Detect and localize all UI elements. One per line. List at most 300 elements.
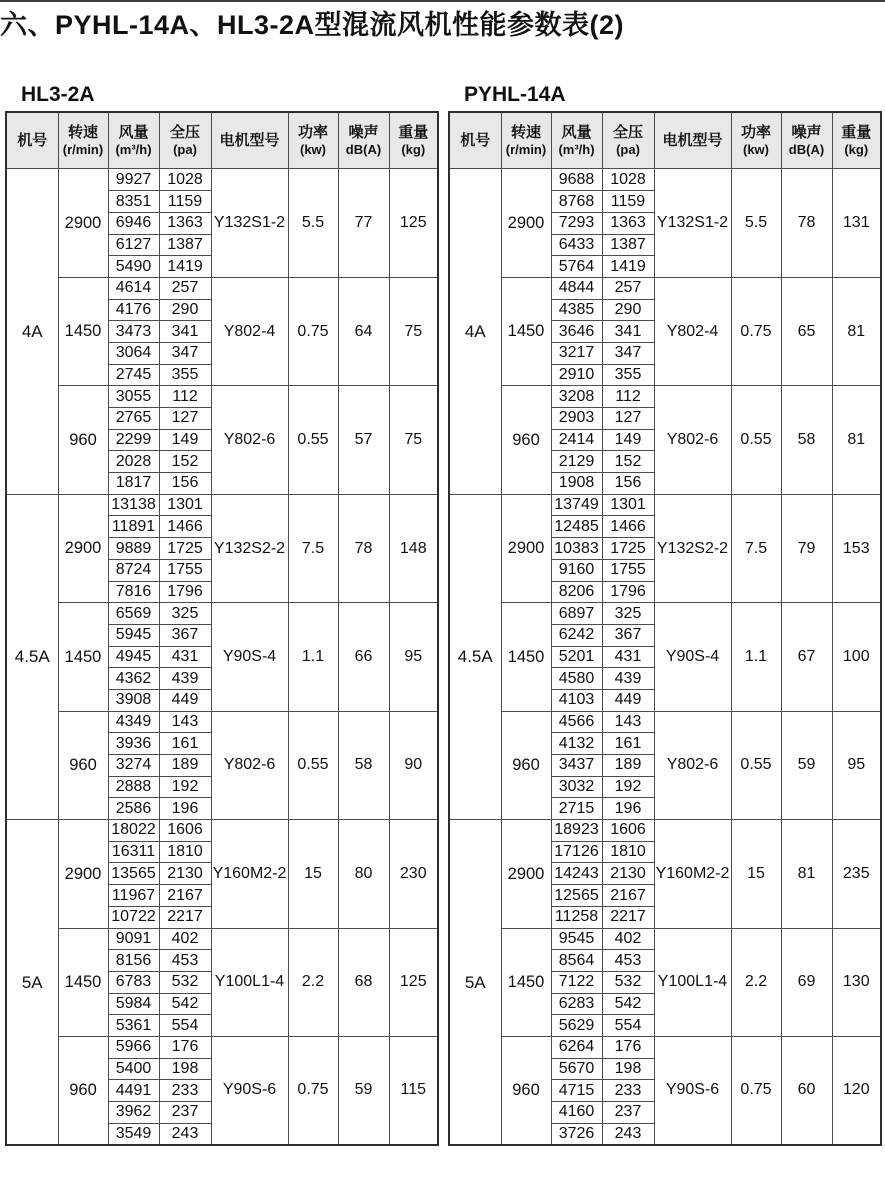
power-cell: 0.55 [731,711,781,819]
airflow-cell: 6242 [551,624,602,646]
weight-cell: 75 [389,277,438,385]
table-row [449,494,881,516]
airflow-cell: 3055 [108,386,159,408]
pressure-cell: 233 [159,1080,211,1102]
pressure-cell: 2167 [602,885,654,907]
weight-cell: 153 [832,494,881,602]
speed-cell: 1450 [58,277,108,385]
table-row [6,928,438,950]
motor-cell: Y100L1-4 [654,928,731,1036]
pressure-cell: 355 [159,364,211,386]
page-title: 六、PYHL-14A、HL3-2A型混流风机性能参数表(2) [0,10,625,40]
noise-cell: 80 [338,820,389,928]
pressure-cell: 1419 [159,256,211,278]
pressure-cell: 453 [159,950,211,972]
pressure-cell: 237 [159,1102,211,1124]
noise-cell: 60 [781,1036,832,1144]
model-cell: 4.5A [6,494,58,819]
noise-cell: 77 [338,169,389,277]
pressure-cell: 1810 [602,841,654,863]
tables-container [5,83,885,1146]
column-header-6: 噪声 dB(A) [338,112,389,169]
pressure-cell: 1363 [602,212,654,234]
table-row [449,603,881,625]
airflow-cell: 12485 [551,516,602,538]
motor-cell: Y802-6 [654,711,731,819]
column-header-0: 机号 [6,112,58,169]
pressure-cell: 2130 [602,863,654,885]
speed-cell: 1450 [58,928,108,1036]
motor-cell: Y802-6 [211,711,288,819]
speed-cell: 960 [501,1036,551,1144]
airflow-cell: 1817 [108,473,159,495]
pressure-cell: 149 [602,429,654,451]
speed-cell: 2900 [501,820,551,928]
airflow-cell: 7293 [551,212,602,234]
pressure-cell: 367 [159,624,211,646]
weight-cell: 130 [832,928,881,1036]
airflow-cell: 4715 [551,1080,602,1102]
airflow-cell: 3032 [551,776,602,798]
pressure-cell: 189 [159,755,211,777]
noise-cell: 78 [338,494,389,602]
pressure-cell: 257 [602,277,654,299]
pressure-cell: 532 [602,971,654,993]
airflow-cell: 14243 [551,863,602,885]
column-header-6: 噪声 dB(A) [781,112,832,169]
motor-cell: Y160M2-2 [211,820,288,928]
model-cell: 5A [449,820,501,1145]
motor-cell: Y132S2-2 [211,494,288,602]
pressure-cell: 1725 [602,538,654,560]
speed-cell: 2900 [58,494,108,602]
airflow-cell: 2910 [551,364,602,386]
airflow-cell: 5984 [108,993,159,1015]
airflow-cell: 13565 [108,863,159,885]
pressure-cell: 341 [602,321,654,343]
airflow-cell: 9688 [551,169,602,191]
airflow-cell: 11891 [108,516,159,538]
airflow-cell: 2129 [551,451,602,473]
motor-cell: Y90S-6 [654,1036,731,1144]
pressure-cell: 1301 [159,494,211,516]
column-header-4: 电机型号 [211,112,288,169]
power-cell: 0.75 [288,1036,338,1144]
pressure-cell: 1606 [602,820,654,842]
column-header-5: 功率 (kw) [288,112,338,169]
airflow-cell: 4362 [108,668,159,690]
pressure-cell: 196 [602,798,654,820]
pressure-cell: 156 [159,473,211,495]
airflow-cell: 2903 [551,408,602,430]
speed-cell: 960 [58,1036,108,1144]
pressure-cell: 143 [159,711,211,733]
airflow-cell: 5629 [551,1015,602,1037]
airflow-cell: 5201 [551,646,602,668]
pressure-cell: 554 [602,1015,654,1037]
pressure-cell: 1466 [602,516,654,538]
airflow-cell: 13749 [551,494,602,516]
motor-cell: Y100L1-4 [211,928,288,1036]
pressure-cell: 290 [602,299,654,321]
weight-cell: 131 [832,169,881,277]
pressure-cell: 161 [159,733,211,755]
motor-cell: Y802-4 [654,277,731,385]
speed-cell: 960 [501,386,551,494]
pressure-cell: 196 [159,798,211,820]
noise-cell: 59 [781,711,832,819]
power-cell: 2.2 [731,928,781,1036]
airflow-cell: 11967 [108,885,159,907]
weight-cell: 75 [389,386,438,494]
weight-cell: 115 [389,1036,438,1144]
pressure-cell: 449 [602,689,654,711]
pressure-cell: 1466 [159,516,211,538]
noise-cell: 59 [338,1036,389,1144]
airflow-cell: 9927 [108,169,159,191]
table-body [449,169,881,1145]
pressure-cell: 127 [602,408,654,430]
pressure-cell: 1755 [602,559,654,581]
pressure-cell: 1028 [602,169,654,191]
table-header [6,112,438,169]
table-row [6,169,438,191]
pressure-cell: 439 [602,668,654,690]
airflow-cell: 8351 [108,191,159,213]
speed-cell: 1450 [501,603,551,711]
pressure-cell: 243 [602,1123,654,1145]
pressure-cell: 1725 [159,538,211,560]
noise-cell: 57 [338,386,389,494]
pressure-cell: 152 [159,451,211,473]
airflow-cell: 4160 [551,1102,602,1124]
pressure-cell: 1363 [159,212,211,234]
pressure-cell: 325 [602,603,654,625]
pressure-cell: 2217 [159,906,211,928]
airflow-cell: 8564 [551,950,602,972]
table-row [6,603,438,625]
column-header-7: 重量 (kg) [389,112,438,169]
airflow-cell: 18923 [551,820,602,842]
motor-cell: Y802-6 [211,386,288,494]
airflow-cell: 3936 [108,733,159,755]
pressure-cell: 1387 [602,234,654,256]
motor-cell: Y90S-4 [211,603,288,711]
airflow-cell: 3908 [108,689,159,711]
power-cell: 2.2 [288,928,338,1036]
table-row [449,277,881,299]
pressure-cell: 402 [159,928,211,950]
table-body [6,169,438,1145]
airflow-cell: 5764 [551,256,602,278]
noise-cell: 79 [781,494,832,602]
airflow-cell: 4491 [108,1080,159,1102]
model-cell: 4.5A [449,494,501,819]
pressure-cell: 1301 [602,494,654,516]
pressure-cell: 1755 [159,559,211,581]
airflow-cell: 5361 [108,1015,159,1037]
power-cell: 1.1 [288,603,338,711]
noise-cell: 68 [338,928,389,1036]
column-header-3: 全压 (pa) [159,112,211,169]
pressure-cell: 189 [602,755,654,777]
airflow-cell: 3208 [551,386,602,408]
power-cell: 0.75 [731,277,781,385]
airflow-cell: 8768 [551,191,602,213]
weight-cell: 95 [832,711,881,819]
pressure-cell: 176 [602,1036,654,1058]
pressure-cell: 542 [159,993,211,1015]
table-row [449,386,881,408]
airflow-cell: 2715 [551,798,602,820]
column-header-1: 转速 (r/min) [501,112,551,169]
airflow-cell: 5490 [108,256,159,278]
table-section-pyhl-14a [448,83,880,1146]
airflow-cell: 8156 [108,950,159,972]
pressure-cell: 439 [159,668,211,690]
weight-cell: 81 [832,386,881,494]
airflow-cell: 5945 [108,624,159,646]
pressure-cell: 198 [159,1058,211,1080]
noise-cell: 78 [781,169,832,277]
noise-cell: 66 [338,603,389,711]
noise-cell: 69 [781,928,832,1036]
airflow-cell: 2745 [108,364,159,386]
motor-cell: Y90S-4 [654,603,731,711]
pressure-cell: 341 [159,321,211,343]
airflow-cell: 3549 [108,1123,159,1145]
table-row [6,820,438,842]
speed-cell: 2900 [501,169,551,277]
pressure-cell: 1606 [159,820,211,842]
table-row [6,711,438,733]
airflow-cell: 4566 [551,711,602,733]
airflow-cell: 2586 [108,798,159,820]
performance-table-pyhl-14a [448,111,882,1145]
pressure-cell: 290 [159,299,211,321]
airflow-cell: 8724 [108,559,159,581]
airflow-cell: 5400 [108,1058,159,1080]
column-header-4: 电机型号 [654,112,731,169]
power-cell: 7.5 [288,494,338,602]
pressure-cell: 161 [602,733,654,755]
airflow-cell: 3064 [108,342,159,364]
table-label-pyhl-14a: PYHL-14A [464,83,566,107]
pressure-cell: 1810 [159,841,211,863]
weight-cell: 125 [389,169,438,277]
pressure-cell: 453 [602,950,654,972]
pressure-cell: 198 [602,1058,654,1080]
pressure-cell: 2167 [159,885,211,907]
airflow-cell: 4844 [551,277,602,299]
airflow-cell: 4176 [108,299,159,321]
airflow-cell: 16311 [108,841,159,863]
airflow-cell: 4945 [108,646,159,668]
power-cell: 15 [288,820,338,928]
speed-cell: 2900 [501,494,551,602]
airflow-cell: 3726 [551,1123,602,1145]
weight-cell: 95 [389,603,438,711]
weight-cell: 100 [832,603,881,711]
pressure-cell: 1419 [602,256,654,278]
table-section-hl3-2a [5,83,437,1146]
pressure-cell: 1387 [159,234,211,256]
airflow-cell: 2414 [551,429,602,451]
column-header-3: 全压 (pa) [602,112,654,169]
speed-cell: 960 [58,711,108,819]
weight-cell: 148 [389,494,438,602]
pressure-cell: 233 [602,1080,654,1102]
airflow-cell: 6127 [108,234,159,256]
pressure-cell: 554 [159,1015,211,1037]
power-cell: 0.55 [288,386,338,494]
weight-cell: 90 [389,711,438,819]
pressure-cell: 355 [602,364,654,386]
speed-cell: 1450 [501,928,551,1036]
table-row [6,386,438,408]
motor-cell: Y160M2-2 [654,820,731,928]
pressure-cell: 449 [159,689,211,711]
pressure-cell: 347 [602,342,654,364]
airflow-cell: 13138 [108,494,159,516]
table-header [449,112,881,169]
noise-cell: 64 [338,277,389,385]
noise-cell: 58 [781,386,832,494]
airflow-cell: 6433 [551,234,602,256]
airflow-cell: 1908 [551,473,602,495]
column-header-1: 转速 (r/min) [58,112,108,169]
pressure-cell: 542 [602,993,654,1015]
model-cell: 5A [6,820,58,1145]
column-header-0: 机号 [449,112,501,169]
table-row [449,1036,881,1058]
airflow-cell: 2765 [108,408,159,430]
power-cell: 1.1 [731,603,781,711]
airflow-cell: 4580 [551,668,602,690]
weight-cell: 230 [389,820,438,928]
pressure-cell: 431 [602,646,654,668]
column-header-7: 重量 (kg) [832,112,881,169]
airflow-cell: 6264 [551,1036,602,1058]
power-cell: 5.5 [288,169,338,277]
airflow-cell: 4349 [108,711,159,733]
airflow-cell: 9160 [551,559,602,581]
airflow-cell: 11258 [551,906,602,928]
power-cell: 7.5 [731,494,781,602]
pressure-cell: 1796 [602,581,654,603]
airflow-cell: 3962 [108,1102,159,1124]
pressure-cell: 176 [159,1036,211,1058]
pressure-cell: 367 [602,624,654,646]
pressure-cell: 192 [602,776,654,798]
airflow-cell: 4103 [551,689,602,711]
pressure-cell: 127 [159,408,211,430]
pressure-cell: 192 [159,776,211,798]
airflow-cell: 17126 [551,841,602,863]
pressure-cell: 152 [602,451,654,473]
model-cell: 4A [449,169,501,494]
power-cell: 0.55 [288,711,338,819]
airflow-cell: 2028 [108,451,159,473]
pressure-cell: 257 [159,277,211,299]
speed-cell: 1450 [58,603,108,711]
pressure-cell: 347 [159,342,211,364]
power-cell: 15 [731,820,781,928]
table-row [449,928,881,950]
pressure-cell: 156 [602,473,654,495]
airflow-cell: 5966 [108,1036,159,1058]
weight-cell: 81 [832,277,881,385]
pressure-cell: 243 [159,1123,211,1145]
motor-cell: Y132S2-2 [654,494,731,602]
pressure-cell: 1159 [602,191,654,213]
page-top-rule [0,0,885,2]
airflow-cell: 3274 [108,755,159,777]
pressure-cell: 532 [159,971,211,993]
airflow-cell: 3473 [108,321,159,343]
airflow-cell: 7122 [551,971,602,993]
pressure-cell: 149 [159,429,211,451]
airflow-cell: 18022 [108,820,159,842]
table-row [449,820,881,842]
airflow-cell: 4614 [108,277,159,299]
pressure-cell: 325 [159,603,211,625]
pressure-cell: 2130 [159,863,211,885]
pressure-cell: 431 [159,646,211,668]
noise-cell: 65 [781,277,832,385]
pressure-cell: 237 [602,1102,654,1124]
airflow-cell: 6946 [108,212,159,234]
pressure-cell: 112 [602,386,654,408]
airflow-cell: 4132 [551,733,602,755]
airflow-cell: 9889 [108,538,159,560]
speed-cell: 2900 [58,820,108,928]
airflow-cell: 6283 [551,993,602,1015]
airflow-cell: 9545 [551,928,602,950]
airflow-cell: 2888 [108,776,159,798]
motor-cell: Y132S1-2 [211,169,288,277]
airflow-cell: 5670 [551,1058,602,1080]
motor-cell: Y802-6 [654,386,731,494]
table-row [6,494,438,516]
table-row [6,277,438,299]
airflow-cell: 8206 [551,581,602,603]
airflow-cell: 2299 [108,429,159,451]
motor-cell: Y802-4 [211,277,288,385]
motor-cell: Y132S1-2 [654,169,731,277]
pressure-cell: 1796 [159,581,211,603]
column-header-5: 功率 (kw) [731,112,781,169]
airflow-cell: 9091 [108,928,159,950]
airflow-cell: 3217 [551,342,602,364]
pressure-cell: 1159 [159,191,211,213]
pressure-cell: 1028 [159,169,211,191]
airflow-cell: 10383 [551,538,602,560]
pressure-cell: 143 [602,711,654,733]
weight-cell: 125 [389,928,438,1036]
table-row [449,169,881,191]
table-label-hl3-2a: HL3-2A [21,83,95,107]
speed-cell: 2900 [58,169,108,277]
power-cell: 0.75 [731,1036,781,1144]
speed-cell: 960 [58,386,108,494]
column-header-2: 风量 (m³/h) [108,112,159,169]
airflow-cell: 3646 [551,321,602,343]
column-header-2: 风量 (m³/h) [551,112,602,169]
performance-table-hl3-2a [5,111,439,1145]
table-row [6,1036,438,1058]
speed-cell: 960 [501,711,551,819]
